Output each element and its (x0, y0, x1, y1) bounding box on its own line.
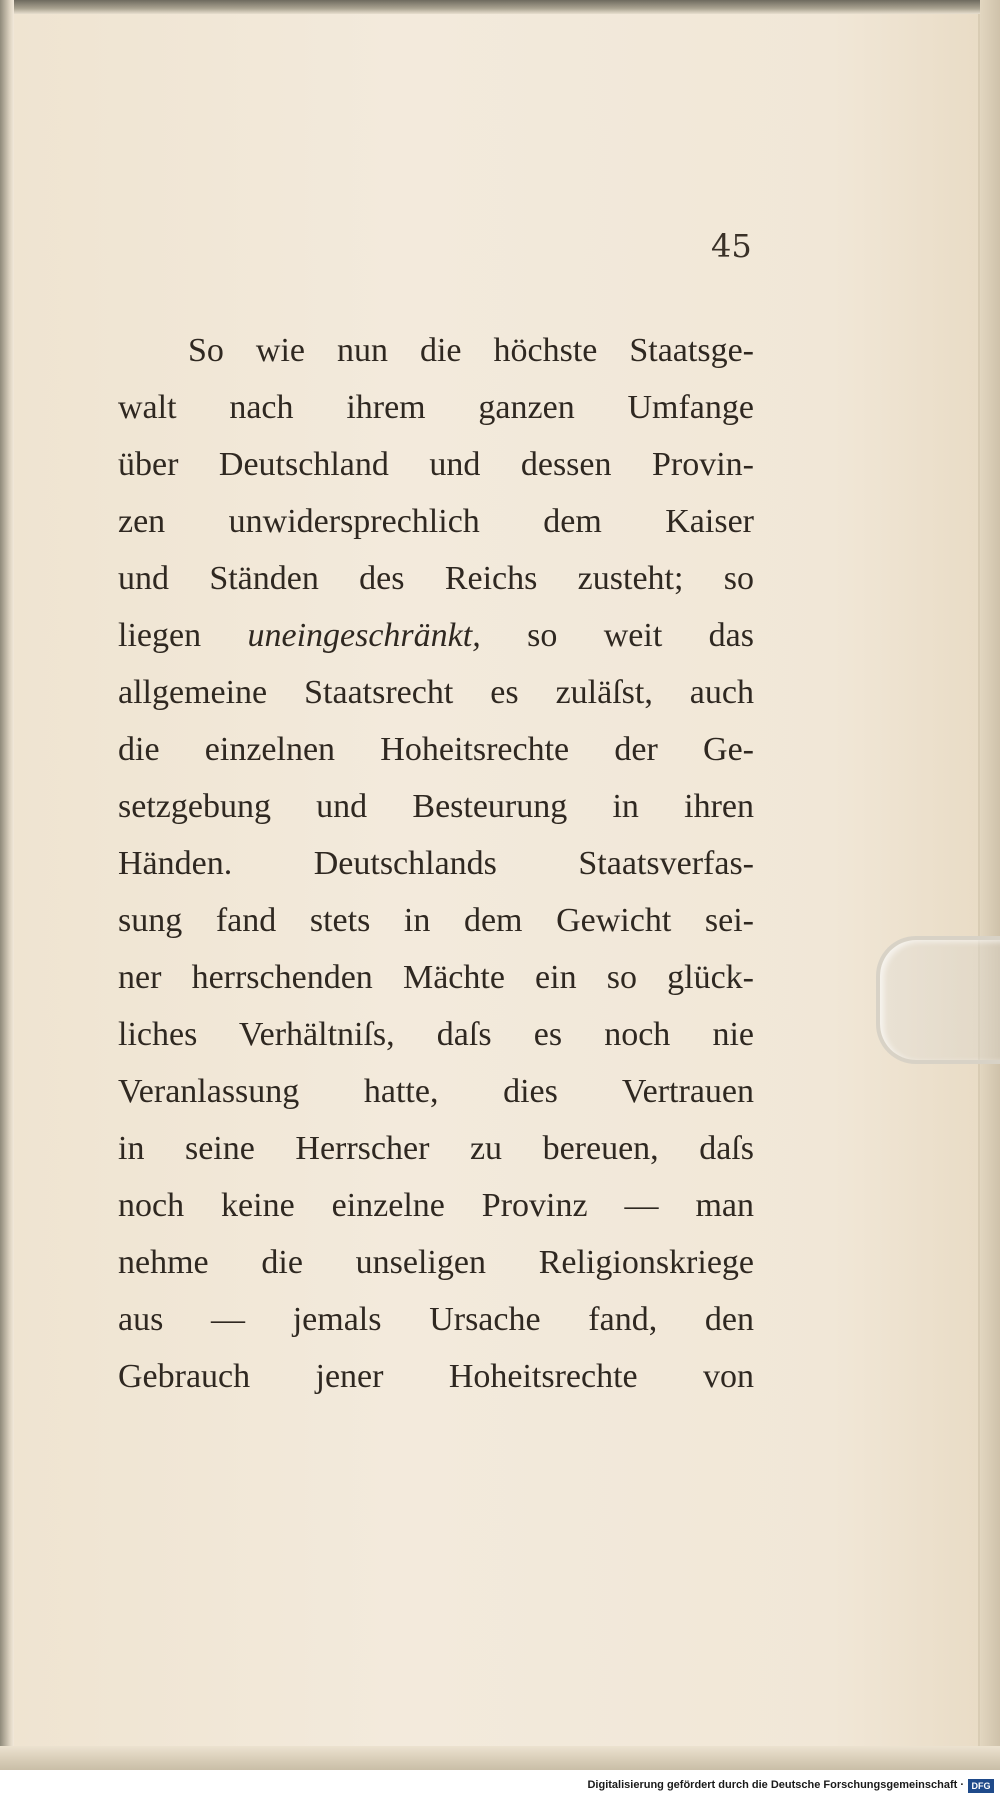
text-line: in seine Herrscher zu bereuen, daſs (118, 1130, 754, 1167)
text-line: Veranlassung hatte, dies Vertrauen (118, 1073, 754, 1110)
text-line: und Ständen des Reichs zusteht; so (118, 560, 754, 597)
text-line: liches Verhältniſs, daſs es noch nie (118, 1016, 754, 1053)
book-bottom-edge (0, 1746, 1000, 1770)
text-line-start: liegen (118, 617, 248, 654)
text-line: zen unwidersprechlich dem Kaiser (118, 503, 754, 540)
text-line (118, 607, 754, 664)
text-line: ner herrschenden Mächte ein so glück- (118, 959, 754, 996)
emphasized-word: uneingeschränkt, (247, 617, 481, 654)
text-line: Händen. Deutschlands Staatsverfas- (118, 845, 754, 882)
body-text (118, 322, 754, 1405)
text-line: Gebrauch jener Hoheitsrechte von (118, 1358, 754, 1395)
text-line: So wie nun die höchste Staatsge- (188, 332, 754, 369)
digitization-credit: Digitalisierung gefördert durch die Deutsche Forschungsgemeinschaft · (587, 1779, 964, 1791)
text-line: über Deutschland und dessen Provin- (118, 446, 754, 483)
text-line-end: so weit das (527, 617, 755, 654)
text-line: aus — jemals Ursache fand, den (118, 1301, 754, 1338)
text-line: walt nach ihrem ganzen Umfange (118, 389, 754, 426)
book-spine-edge (0, 0, 14, 1770)
page-clip (876, 936, 1000, 1064)
book-top-edge (0, 0, 1000, 14)
text-line: sung fand stets in dem Gewicht sei- (118, 902, 754, 939)
page-number: 45 (711, 227, 752, 265)
text-line: noch keine einzelne Provinz — man (118, 1187, 754, 1224)
dfg-logo: DFG (968, 1779, 994, 1793)
book-right-edge (980, 0, 1000, 1770)
text-line: setzgebung und Besteurung in ihren (118, 788, 754, 825)
text-line: nehme die unseligen Religionskriege (118, 1244, 754, 1281)
text-line: die einzelnen Hoheitsrechte der Ge- (118, 731, 754, 768)
text-line: allgemeine Staatsrecht es zuläſst, auch (118, 674, 754, 711)
